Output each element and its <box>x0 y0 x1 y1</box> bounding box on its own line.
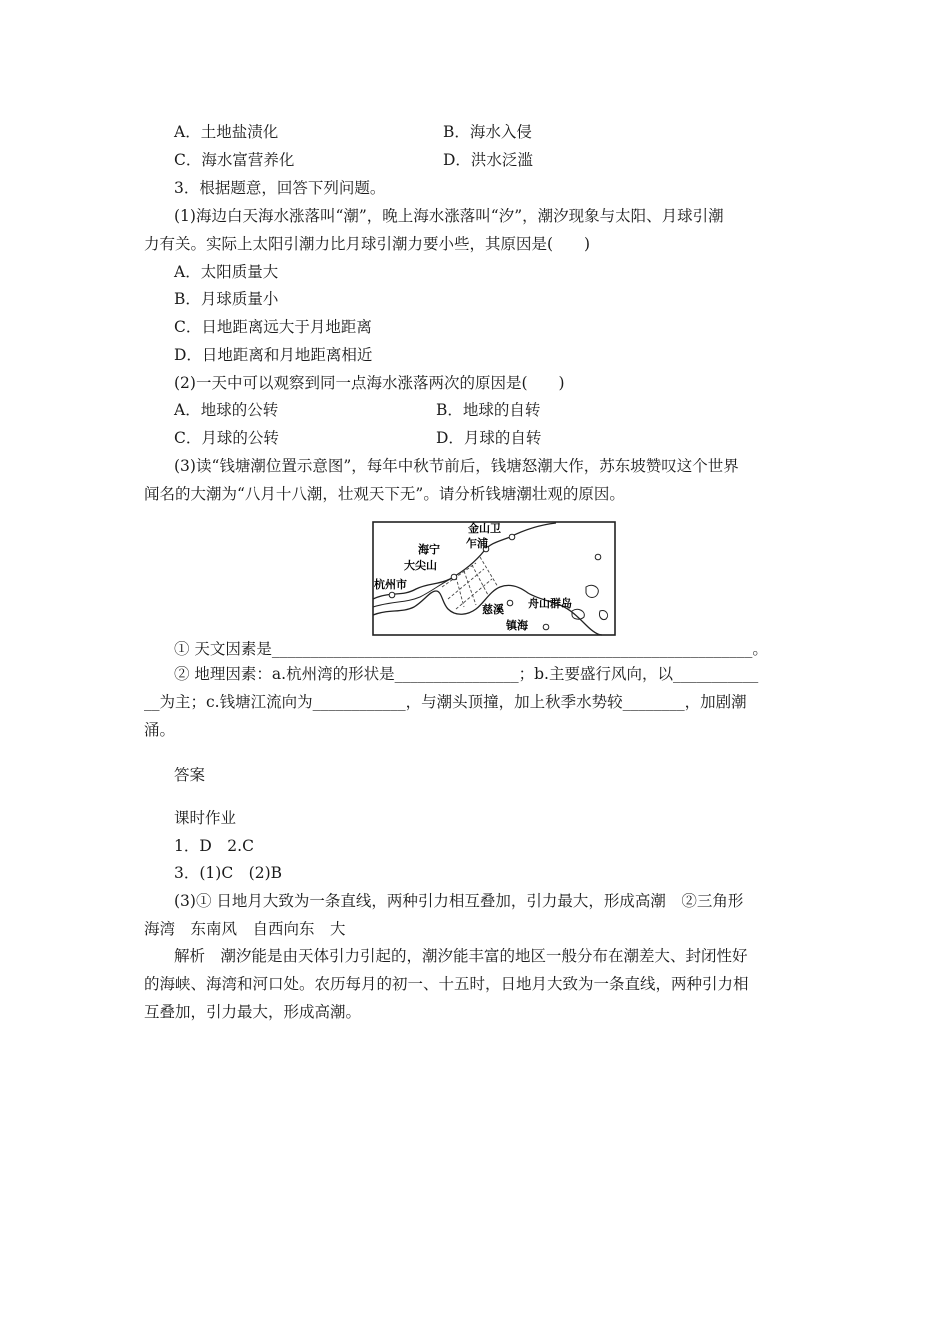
q3-part1-option-b: B．月球质量小 <box>174 290 279 308</box>
explanation-line3: 互叠加，引力最大，形成高潮。 <box>144 1003 362 1021</box>
q3-part1-option-a: A．太阳质量大 <box>174 263 279 281</box>
q3-fill-astronomical: ① 天文因素是______________________________________________________________。 <box>174 640 768 658</box>
answer-3: 3．(1)C (2)B <box>174 864 283 882</box>
q3-part2-option-d: D．月球的自转 <box>436 429 542 447</box>
q3-part2-option-a: A．地球的公转 <box>174 401 279 419</box>
label-cixi: 慈溪 <box>482 603 504 616</box>
q3-part2-option-b: B．地球的自转 <box>436 401 541 419</box>
label-zhenhai: 镇海 <box>506 619 528 632</box>
explanation-line2: 的海峡、海湾和河口处。农历每月的初一、十五时，日地月大致为一条直线，两种引力相 <box>144 975 749 993</box>
dot-jinshanwei <box>509 534 515 540</box>
q3-intro: 3．根据题意，回答下列问题。 <box>174 179 386 197</box>
q3-part1-line1: (1)海边白天海水涨落叫“潮”，晚上海水涨落叫“汐”，潮汐现象与太阳、月球引潮 <box>174 207 724 225</box>
q2-option-d: D．洪水泛滥 <box>443 151 533 169</box>
q3-fill-geographic-line2: __为主；c.钱塘江流向为____________，与潮头顶撞，加上秋季水势较________，加剧潮 <box>144 693 747 711</box>
q3-fill-geographic-line3: 涌。 <box>144 721 176 739</box>
label-dajianshan: 大尖山 <box>404 559 437 572</box>
q2-option-a: A．土地盐渍化 <box>174 123 279 141</box>
q3-part1-option-d: D．日地距离和月地距离相近 <box>174 346 373 364</box>
answer-1-2: 1．D 2.C <box>174 837 254 855</box>
q3-part2: (2)一天中可以观察到同一点海水涨落两次的原因是( ) <box>174 374 565 392</box>
label-hangzhou: 杭州市 <box>374 578 407 591</box>
dot-cixi <box>507 600 513 606</box>
label-haining: 海宁 <box>418 543 440 556</box>
label-zhapu: 乍浦 <box>466 537 488 550</box>
q3-part1-line2: 力有关。实际上太阳引潮力比月球引潮力要小些，其原因是( ) <box>144 235 591 253</box>
q2-option-b: B．海水入侵 <box>443 123 532 141</box>
answers-heading: 答案 <box>174 766 206 784</box>
q3-part3-line1: (3)读“钱塘潮位置示意图”，每年中秋节前后，钱塘怒潮大作，苏东坡赞叹这个世界 <box>174 457 739 475</box>
explanation-line1: 解析 潮汐能是由天体引力引起的，潮汐能丰富的地区一般分布在潮差大、封闭性好 <box>174 947 748 965</box>
dot-island-north <box>595 554 601 560</box>
dot-hangzhou <box>389 592 395 598</box>
dot-dajianshan <box>451 574 457 580</box>
q3-part2-option-c: C．月球的公转 <box>174 429 279 447</box>
answer-3-3-line1: (3)① 日地月大致为一条直线，两种引力相互叠加，引力最大，形成高潮 ②三角形 <box>174 892 744 910</box>
q3-part1-option-c: C．日地距离远大于月地距离 <box>174 318 372 336</box>
q3-fill-geographic-line1: ② 地理因素：a.杭州湾的形状是________________；b.主要盛行风向，以___________ <box>174 665 759 683</box>
answer-3-3-line2: 海湾 东南风 自西向东 大 <box>144 920 346 938</box>
q3-part3-line2: 闻名的大潮为“八月十八潮，壮观天下无”。请分析钱塘潮壮观的原因。 <box>144 485 625 503</box>
answers-subheading: 课时作业 <box>174 809 237 827</box>
q2-option-c: C．海水富营养化 <box>174 151 295 169</box>
label-jinshanwei: 金山卫 <box>468 522 501 535</box>
label-zhoushan: 舟山群岛 <box>528 597 572 610</box>
dot-zhenhai <box>543 624 549 630</box>
qiantang-tide-map <box>372 521 616 636</box>
